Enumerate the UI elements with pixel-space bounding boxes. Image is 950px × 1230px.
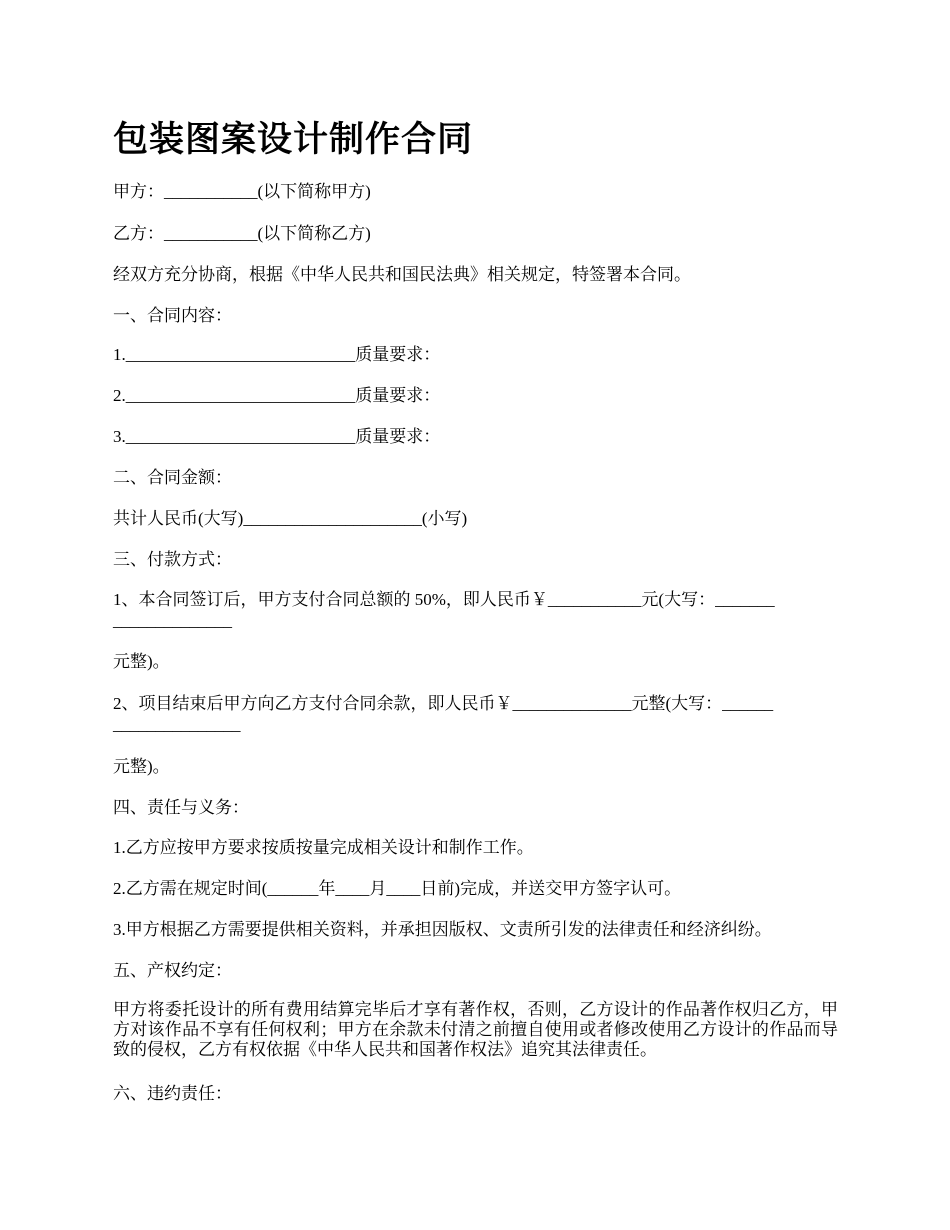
payment-2-continuation: _______________ [113, 715, 241, 734]
payment-1-end: 元整)。 [113, 652, 170, 671]
duty-item-1: 1.乙方应按甲方要求按质按量完成相关设计和制作工作。 [113, 838, 534, 857]
section-3-heading: 三、付款方式： [113, 550, 232, 569]
party-a-line: 甲方：___________(以下简称甲方) [113, 182, 371, 201]
payment-1-continuation: ______________ [113, 611, 232, 630]
preamble-line: 经双方充分协商，根据《中华人民共和国民法典》相关规定，特签署本合同。 [113, 265, 691, 284]
payment-2-end: 元整)。 [113, 757, 170, 776]
section-6-heading: 六、违约责任： [113, 1084, 232, 1103]
duty-item-2: 2.乙方需在规定时间(______年____月____日前)完成，并送交甲方签字认可。 [113, 879, 682, 898]
document-title: 包装图案设计制作合同 [113, 120, 474, 160]
payment-1-line: 1、本合同签订后，甲方支付合同总额的 50%，即人民币￥___________元(大写：_______ [113, 590, 775, 609]
content-item-3: 3.___________________________质量要求： [113, 427, 441, 446]
ownership-paragraph: 甲方将委托设计的所有费用结算完毕后才享有著作权，否则，乙方设计的作品著作权归乙方，甲方对该作品不享有任何权利；甲方在余款未付清之前擅自使用或者修改使用乙方设计的作品而导致的侵权，乙方有权依据《中华人民共和国著作权法》追究其法律责任。 [113, 1000, 838, 1059]
section-4-heading: 四、责任与义务： [113, 798, 249, 817]
section-1-heading: 一、合同内容： [113, 306, 232, 325]
section-5-heading: 五、产权约定： [113, 961, 232, 980]
content-item-2: 2.___________________________质量要求： [113, 386, 441, 405]
payment-2-line: 2、项目结束后甲方向乙方支付合同余款，即人民币￥______________元整(大写：______ [113, 694, 774, 713]
section-2-heading: 二、合同金额： [113, 468, 232, 487]
duty-item-3: 3.甲方根据乙方需要提供相关资料，并承担因版权、文责所引发的法律责任和经济纠纷。 [113, 920, 772, 939]
party-b-line: 乙方：___________(以下简称乙方) [113, 224, 371, 243]
amount-line: 共计人民币(大写)_____________________(小写) [113, 509, 468, 528]
content-item-1: 1.___________________________质量要求： [113, 345, 441, 364]
